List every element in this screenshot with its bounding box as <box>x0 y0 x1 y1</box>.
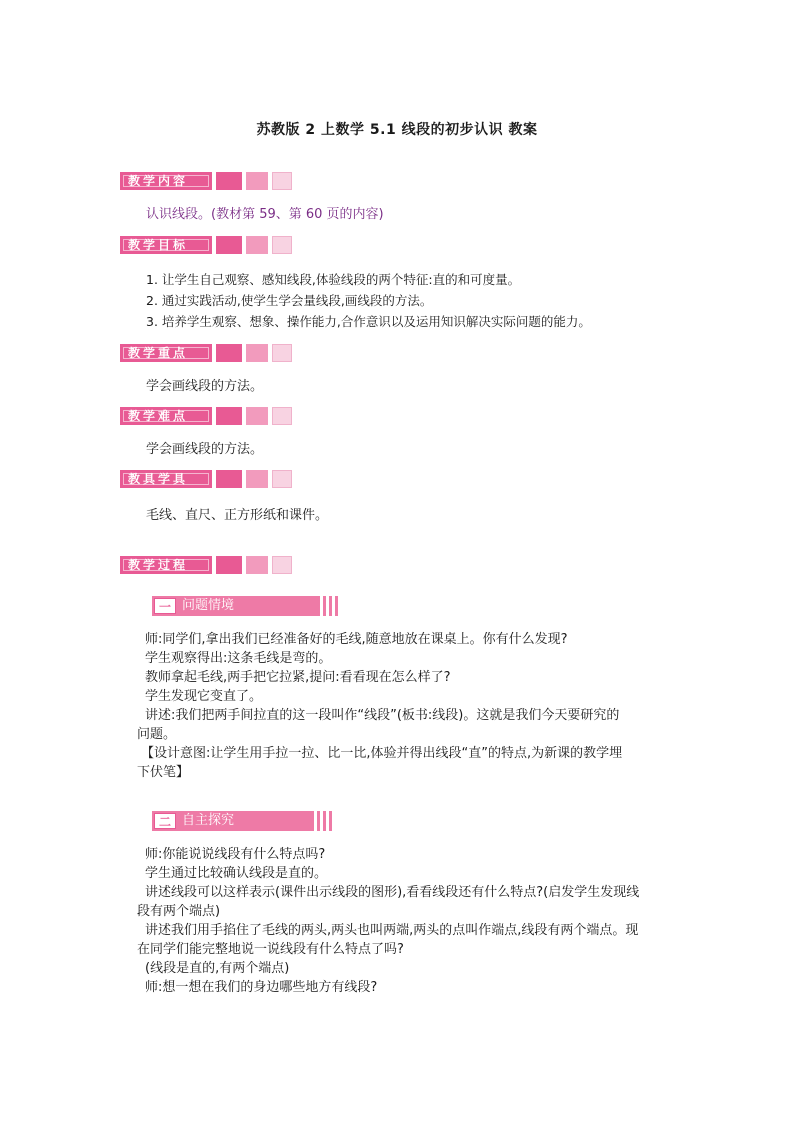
decor-square <box>246 407 268 425</box>
subsection-header-2 <box>152 811 332 831</box>
paragraph-line: 学生通过比较确认线段是直的。 <box>145 866 328 881</box>
paragraph-line: 问题。 <box>137 727 177 742</box>
list-item: 3. 培养学生观察、想象、操作能力,合作意识以及运用知识解决实际问题的能力。 <box>146 314 591 329</box>
decor-square <box>246 172 268 190</box>
section-tag: 教具学具 <box>120 470 212 488</box>
section-header-process <box>120 556 292 574</box>
section-tag: 教学难点 <box>120 407 212 425</box>
section-header-tools <box>120 470 292 488</box>
decor-square <box>216 172 242 190</box>
paragraph-line: 师:同学们,拿出我们已经准备好的毛线,随意地放在课桌上。你有什么发现? <box>145 632 568 647</box>
decor-square <box>272 172 292 190</box>
decor-square <box>246 236 268 254</box>
paragraph-line: 师:想一想在我们的身边哪些地方有线段? <box>145 980 378 995</box>
key-text: 学会画线段的方法。 <box>146 379 264 394</box>
section-header-difficult <box>120 407 292 425</box>
section-tag: 教学内容 <box>120 172 212 190</box>
section-header-key <box>120 344 292 362</box>
part2-body <box>137 845 680 997</box>
paragraph-line: 讲述:我们把两手间拉直的这一段叫作“线段”(板书:线段)。这就是我们今天要研究的 <box>145 708 620 723</box>
section-tag: 教学过程 <box>120 556 212 574</box>
decor-square <box>216 470 242 488</box>
decor-bars <box>314 811 332 831</box>
difficult-text: 学会画线段的方法。 <box>146 442 264 457</box>
section-header-goals <box>120 236 292 254</box>
paragraph-line: 学生观察得出:这条毛线是弯的。 <box>145 651 332 666</box>
section-tag: 教学重点 <box>120 344 212 362</box>
decor-square <box>272 236 292 254</box>
decor-square <box>272 470 292 488</box>
decor-square <box>272 344 292 362</box>
subsection-number: 一 <box>154 598 176 614</box>
section-header-content <box>120 172 292 190</box>
subsection-label: 自主探究 <box>182 813 235 828</box>
part1-body <box>137 630 680 782</box>
decor-square <box>272 407 292 425</box>
content-text: 认识线段。(教材第 59、第 60 页的内容) <box>146 207 384 222</box>
paragraph-line: 讲述线段可以这样表示(课件出示线段的图形),看看线段还有什么特点?(启发学生发现线 <box>145 885 640 900</box>
goals-list <box>146 269 591 332</box>
paragraph-line: 下伏笔】 <box>137 765 190 780</box>
decor-square <box>246 556 268 574</box>
paragraph-line: 段有两个端点) <box>137 904 221 919</box>
decor-square <box>216 556 242 574</box>
subsection-label: 问题情境 <box>182 598 235 613</box>
paragraph-line: 在同学们能完整地说一说线段有什么特点了吗? <box>137 942 404 957</box>
decor-square <box>272 556 292 574</box>
paragraph-line: 讲述我们用手掐住了毛线的两头,两头也叫两端,两头的点叫作端点,线段有两个端点。现 <box>145 923 639 938</box>
page-title: 苏教版 2 上数学 5.1 线段的初步认识 教案 <box>256 122 538 138</box>
tools-text: 毛线、直尺、正方形纸和课件。 <box>146 508 329 523</box>
subsection-number: 二 <box>154 813 176 829</box>
subsection-header-1 <box>152 596 338 616</box>
decor-square <box>216 407 242 425</box>
decor-square <box>246 344 268 362</box>
decor-bars <box>320 596 338 616</box>
decor-square <box>246 470 268 488</box>
paragraph-line: 师:你能说说线段有什么特点吗? <box>145 847 326 862</box>
decor-square <box>216 236 242 254</box>
paragraph-line: 【设计意图:让学生用手拉一拉、比一比,体验并得出线段“直”的特点,为新课的教学埋 <box>141 746 623 761</box>
list-item: 1. 让学生自己观察、感知线段,体验线段的两个特征:直的和可度量。 <box>146 272 521 287</box>
paragraph-line: (线段是直的,有两个端点) <box>145 961 290 976</box>
decor-square <box>216 344 242 362</box>
section-tag: 教学目标 <box>120 236 212 254</box>
list-item: 2. 通过实践活动,使学生学会量线段,画线段的方法。 <box>146 293 433 308</box>
paragraph-line: 学生发现它变直了。 <box>145 689 263 704</box>
paragraph-line: 教师拿起毛线,两手把它拉紧,提问:看看现在怎么样了? <box>145 670 451 685</box>
